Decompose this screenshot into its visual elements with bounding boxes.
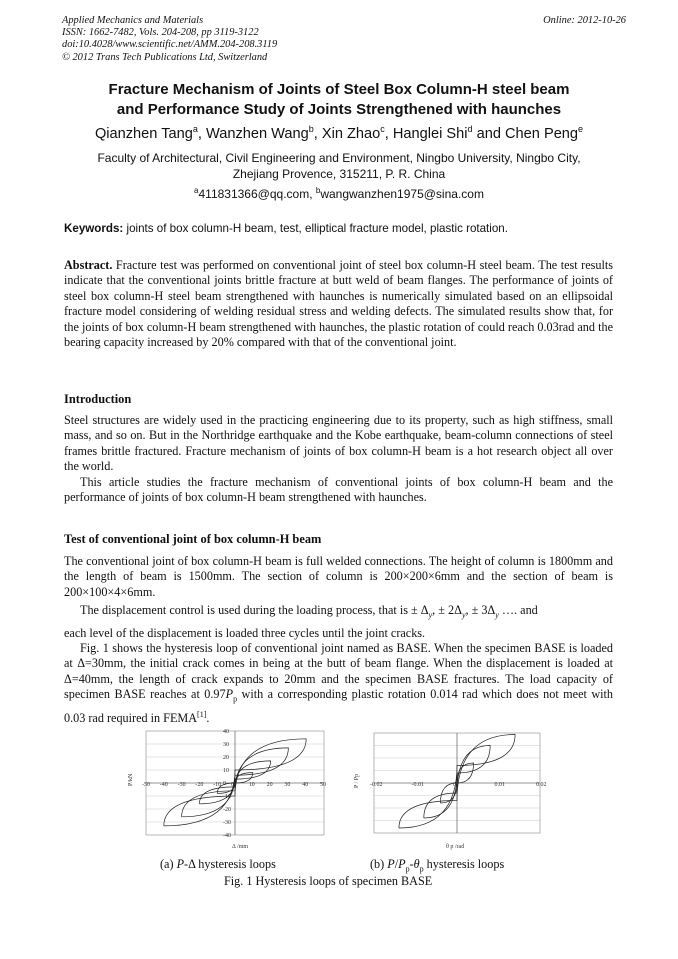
keywords	[64, 222, 624, 235]
x-tick-label: -30	[177, 782, 186, 788]
y-tick-label: 20	[223, 755, 229, 761]
author-affil-mark: d	[467, 124, 473, 134]
x-axis-label: θ p /rad	[446, 844, 465, 850]
abstract-label: Abstract.	[64, 258, 113, 272]
test-paragraph-2	[64, 600, 613, 625]
y-axis-label: P / Pp	[354, 773, 360, 788]
text-run: P	[398, 857, 406, 871]
text-run: y	[495, 610, 499, 620]
text-run: p	[405, 864, 410, 874]
author: Wanzhen Wang	[205, 125, 309, 142]
author: Chen Peng	[505, 125, 579, 142]
figure-a-caption	[160, 857, 276, 872]
issn: ISSN: 1662-7482, Vols. 204-208, pp 3119-3122	[62, 27, 259, 39]
test-paragraph-1: The conventional joint of box column-H beam is full welded connections. The height of column is 1800mm and the length of beam is 1500mm. The section of column is 200×200×6mm and the section of beam is 200×100×4×6mm.	[64, 554, 613, 599]
x-tick-label: 0.02	[536, 782, 547, 788]
affiliation-line-1: Faculty of Architectural, Civil Engineering and Environment, Ningbo University, Ningbo City,	[97, 151, 581, 165]
text-run: .	[206, 711, 210, 726]
x-axis-label: Δ /mm	[232, 844, 249, 850]
text-run: hysteresis loops	[423, 857, 505, 871]
y-tick-label: -10	[223, 794, 231, 800]
test-body	[64, 554, 613, 727]
author-separator: ,	[197, 125, 206, 142]
email-mark: b	[315, 186, 321, 195]
title-line-1: Fracture Mechanism of Joints of Steel Box Column-H steel beam	[108, 81, 570, 98]
figure-a-chart	[128, 728, 328, 856]
x-tick-label: 0	[453, 782, 456, 788]
affiliation	[70, 150, 608, 182]
author-affil-mark: a	[192, 124, 198, 134]
title-line-2: and Performance Study of Joints Strengthened with haunches	[116, 101, 562, 118]
introduction-paragraph-1: Steel structures are widely used in the practicing engineering due to its property, such as high stiffness, small mass, and so on. But in the Northridge earthquake and the Kobe earthquake, beam-column connections of steel frames brittle fractured. Fracture mechanism of joints of box column-H beam is a hot research object all over the world.	[64, 413, 613, 474]
y-tick-label: 30	[223, 742, 229, 748]
text-run: P	[176, 857, 185, 871]
test-paragraph-2-cont: each level of the displacement is loaded three cycles until the joint cracks.	[64, 625, 426, 640]
x-tick-label: -50	[142, 782, 150, 788]
text-run: The displacement control is used during the loading process, that is	[80, 603, 412, 618]
author-separator: ,	[313, 125, 322, 142]
email-b: wangwanzhen1975@sina.com	[320, 187, 484, 201]
online-date: Online: 2012-10-26	[543, 15, 626, 26]
text-run: -Δ hysteresis loops	[184, 857, 276, 871]
x-tick-label: 0.01	[494, 782, 505, 788]
author-separator: ,	[384, 125, 393, 142]
y-tick-label: 40	[223, 729, 229, 735]
y-tick-label: -40	[223, 833, 231, 839]
x-tick-label: -0.02	[370, 782, 383, 788]
figure-b-caption	[370, 857, 504, 873]
author: Xin Zhao	[321, 125, 381, 142]
email-separator: ,	[309, 187, 316, 201]
journal-name: Applied Mechanics and Materials	[62, 15, 204, 26]
text-run: P	[225, 687, 234, 702]
y-tick-label: 10	[223, 768, 229, 774]
email-mark: a	[194, 186, 199, 195]
keywords-label: Keywords:	[64, 222, 124, 235]
text-run: θ	[413, 857, 420, 871]
text-run: , ± 2Δ	[432, 603, 462, 618]
running-header	[62, 15, 277, 64]
author-emails	[40, 186, 638, 201]
y-axis-label: P/kN	[128, 773, 134, 786]
x-tick-label: -0.01	[411, 782, 424, 788]
author-list	[30, 124, 648, 142]
text-run: (b)	[370, 857, 388, 871]
test-paragraph-3	[64, 641, 613, 727]
x-tick-label: 40	[302, 782, 309, 788]
x-tick-label: 30	[284, 782, 291, 788]
text-run: y	[461, 610, 466, 620]
y-tick-label: -30	[223, 820, 231, 826]
author-affil-mark: e	[578, 124, 584, 134]
author: Hanglei Shi	[392, 125, 468, 142]
paper-title	[40, 80, 638, 120]
text-run: …. and	[498, 603, 538, 618]
author-affil-mark: c	[380, 124, 385, 134]
x-tick-label: 0	[231, 782, 234, 788]
x-tick-label: -20	[195, 782, 204, 788]
section-heading-introduction: Introduction	[64, 392, 132, 406]
text-run: with a corresponding plastic rotation 0.014 rad which does not meet with 0.03 rad required in FEMA	[64, 687, 613, 726]
x-tick-label: 20	[266, 782, 273, 788]
text-run: /	[394, 857, 399, 871]
figure-main-caption: Fig. 1 Hysteresis loops of specimen BASE	[224, 874, 433, 888]
abstract	[64, 258, 613, 350]
text-run: p	[233, 694, 238, 704]
introduction-body	[64, 413, 613, 505]
author-affil-mark: b	[308, 124, 314, 134]
author: Qianzhen Tang	[94, 125, 193, 142]
text-run: ± Δ	[411, 603, 429, 618]
text-run: (a)	[160, 857, 177, 871]
copyright: © 2012 Trans Tech Publications Ltd, Switzerland	[62, 51, 268, 63]
x-tick-label: -10	[213, 782, 222, 788]
introduction-paragraph-2: This article studies the fracture mechanism of conventional joints of box column-H beam and the performance of joints of box column-H beam strengthened with haunches.	[64, 474, 613, 505]
section-heading-test: Test of conventional joint of box column-H beam	[64, 532, 322, 546]
x-tick-label: -40	[159, 782, 168, 788]
y-tick-label: 0	[223, 781, 226, 787]
keywords-text: joints of box column-H beam, test, elliptical fracture model, plastic rotation.	[123, 222, 508, 235]
x-tick-label: 10	[248, 782, 255, 788]
citation: [1]	[197, 710, 207, 720]
figure-b-chart	[352, 728, 550, 856]
y-tick-label: -20	[223, 807, 231, 813]
author-separator: and	[472, 125, 506, 142]
text-run: , ± 3Δ	[465, 603, 496, 618]
text-run: Fig. 1 shows the hysteresis loop of conventional joint named as BASE. When the specimen BASE is loaded at Δ=30mm, the initial crack comes in being at the butt of beam flange. When the displacement is loaded at Δ=40mm, the length of crack expands to 20mm and the specimen BASE fractures. The load capacity of specimen BASE reaches at 0.97	[64, 641, 613, 702]
abstract-text: Fracture test was performed on conventional joint of steel box column-H steel beam. The test results indicate that the conventional joints brittle fracture at butt weld of beam flanges. The performance of joints of steel box column-H steel beam strengthened with haunches is numerically simulated based on an ellipsoidal fracture model considering of welding residual stress and welding defects. The simulated results show that, for the joints of box column-H beam strengthened with haunches, the plastic rotation of could reach 0.03rad and the bearing capacity increased by 20% compared with that of the conventional joint.	[64, 258, 613, 350]
affiliation-line-2: Zhejiang Provence, 315211, P. R. China	[232, 167, 446, 181]
doi: doi:10.4028/www.scientific.net/AMM.204-208.3119	[62, 39, 278, 51]
email-a: 411831366@qq.com	[198, 187, 310, 201]
text-run: P	[387, 857, 395, 871]
text-run: -	[409, 857, 414, 871]
text-run: y	[428, 610, 433, 620]
x-tick-label: 50	[320, 782, 326, 788]
text-run: p	[419, 864, 424, 874]
